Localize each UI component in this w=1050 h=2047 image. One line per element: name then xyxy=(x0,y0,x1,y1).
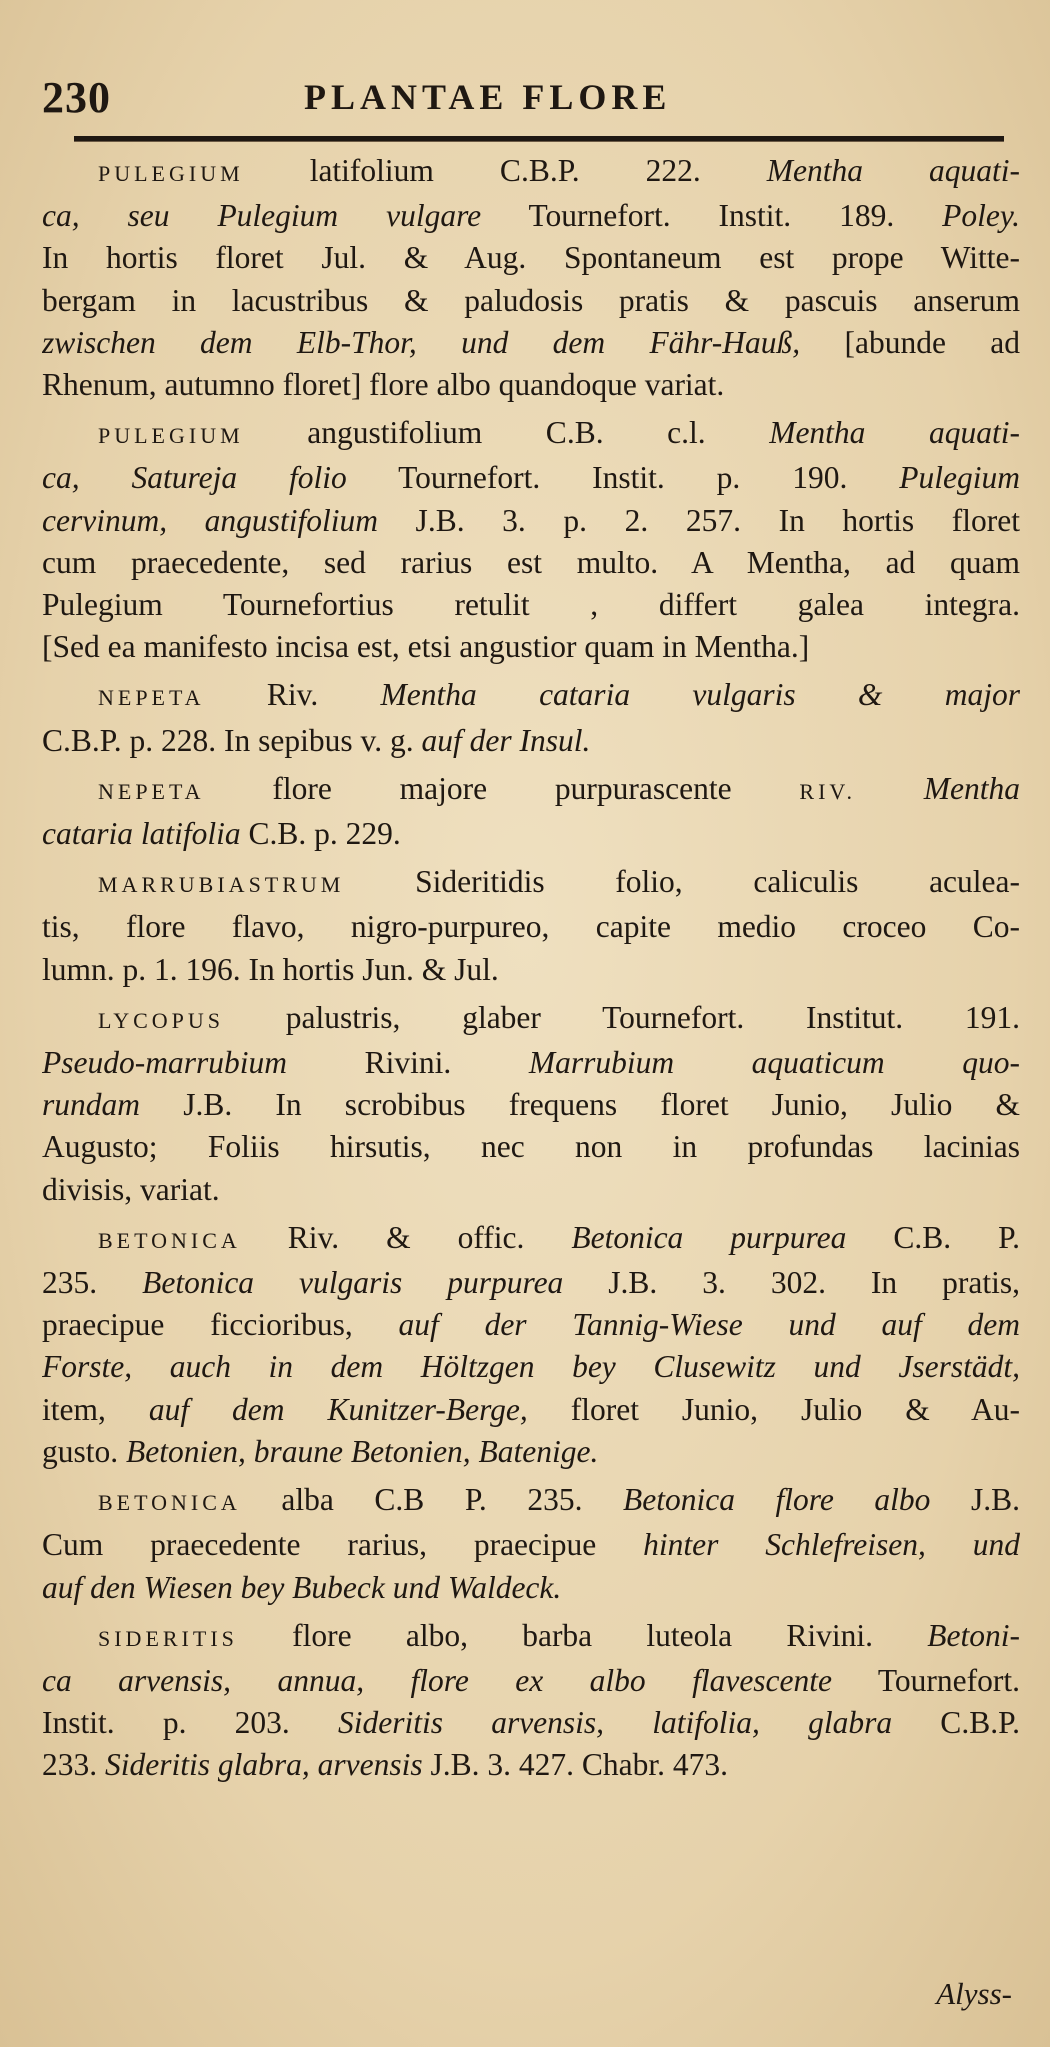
small-caps-heading: NEPETA xyxy=(98,685,205,711)
text-line xyxy=(42,1744,1020,1786)
roman-text: Cum praecedente rarius, praecipue xyxy=(42,1527,644,1563)
roman-text: 235. xyxy=(42,1265,143,1301)
roman-text: lumn. p. 1. 196. In hortis Jun. & Jul. xyxy=(42,951,499,987)
text-line xyxy=(42,813,1020,855)
roman-text: [Sed ea manifesto incisa est, etsi angustior quam in Mentha.] xyxy=(42,629,810,665)
italic-text: Sideritis arvensis, latifolia, glabra xyxy=(337,1705,893,1741)
entry-nepeta-riv xyxy=(42,674,1020,761)
text-line xyxy=(42,1567,1020,1609)
small-caps-heading: BETONICA xyxy=(98,1227,241,1253)
roman-text: Sideritidis folio, caliculis aculea- xyxy=(344,864,1020,900)
text-line xyxy=(42,1169,1020,1211)
roman-text: C.B. p. 229. xyxy=(240,816,401,852)
entry-sideritis xyxy=(42,1615,1020,1787)
roman-text: Instit. p. 203. xyxy=(42,1705,338,1741)
entry-marrubiastrum xyxy=(42,861,1020,991)
italic-text: cataria latifolia xyxy=(42,816,241,852)
italic-text: cervinum, angustifolium xyxy=(42,502,378,538)
italic-text: Marrubium aquaticum quo- xyxy=(528,1045,1020,1081)
italic-text: Mentha aquati- xyxy=(766,153,1020,188)
roman-text: tis, flore flavo, nigro-purpureo, capite medio croceo Co- xyxy=(42,909,1020,945)
text-line xyxy=(42,237,1020,279)
italic-text: ca arvensis, annua, flore ex albo flavescente xyxy=(42,1662,833,1698)
text-line xyxy=(42,1304,1020,1346)
text-line xyxy=(42,195,1020,237)
roman-text: Riv. xyxy=(204,677,381,713)
text-line xyxy=(42,280,1020,322)
catchword: Alyss- xyxy=(936,1976,1012,2011)
text-line xyxy=(42,1479,1020,1524)
italic-text: auf dem Kunitzer-Berge, xyxy=(148,1391,528,1427)
text-line xyxy=(42,997,1020,1042)
text-line xyxy=(42,768,1020,813)
italic-text: auf der Tannig-Wiese und auf dem xyxy=(398,1307,1020,1343)
roman-text: Tournefort. Instit. p. 190. xyxy=(346,460,900,496)
roman-text: C.B.P. p. 228. In sepibus v. g. xyxy=(42,722,422,758)
italic-text: Mentha aquati- xyxy=(769,415,1020,451)
text-line xyxy=(42,674,1020,719)
body-text xyxy=(42,150,1020,1793)
italic-text: auf der Insul. xyxy=(421,722,591,758)
text-line xyxy=(42,1217,1020,1262)
italic-text: Mentha xyxy=(923,770,1020,806)
text-line xyxy=(42,1389,1020,1431)
roman-text: J.B. 3. 427. Chabr. 473. xyxy=(422,1747,729,1783)
roman-text: latifolium C.B.P. 222. xyxy=(243,153,767,188)
small-caps-heading: RIV. xyxy=(799,778,856,804)
roman-text: gusto. xyxy=(42,1433,127,1469)
roman-text: 233. xyxy=(42,1747,105,1783)
entry-pulegium-angustifolium xyxy=(42,412,1020,668)
italic-text: zwischen dem Elb-Thor, und dem Fähr-Hauß, xyxy=(42,324,801,360)
text-line xyxy=(42,1042,1020,1084)
roman-text: floret Junio, Julio & Au- xyxy=(527,1391,1020,1427)
text-line xyxy=(42,1615,1020,1660)
small-caps-heading: PULEGIUM xyxy=(98,423,244,449)
small-caps-heading: NEPETA xyxy=(98,778,205,804)
entry-nepeta-flore-majore xyxy=(42,768,1020,855)
italic-text: Pseudo-marrubium xyxy=(42,1045,287,1081)
italic-text: Betonica flore albo xyxy=(623,1482,931,1518)
entry-pulegium-latifolium xyxy=(42,150,1020,406)
text-line xyxy=(42,626,1020,668)
text-line xyxy=(42,1431,1020,1473)
roman-text: Tournefort. Instit. 189. xyxy=(481,198,943,234)
text-line xyxy=(42,150,1020,195)
text-line xyxy=(42,906,1020,948)
roman-text: palustris, glaber Tournefort. Institut. 191. xyxy=(224,999,1020,1035)
entry-betonica-alba xyxy=(42,1479,1020,1609)
page-header xyxy=(42,72,1002,122)
italic-text: hinter Schlefreisen, und xyxy=(643,1527,1020,1563)
roman-text: J.B. 3. p. 2. 257. In hortis floret xyxy=(377,502,1020,538)
roman-text: J.B. In scrobibus frequens floret Junio, Julio & xyxy=(140,1087,1020,1123)
roman-text: Pulegium Tournefortius retulit , differt galea integra. xyxy=(42,587,1020,623)
text-line xyxy=(42,1084,1020,1126)
text-line xyxy=(42,949,1020,991)
roman-text: Rhenum, autumno floret] flore albo quandoque variat. xyxy=(42,367,725,403)
small-caps-heading: BETONICA xyxy=(98,1490,241,1516)
italic-text: Forste, auch in dem Höltzgen bey Clusewitz und Jserstädt, xyxy=(42,1349,1020,1385)
text-line xyxy=(42,861,1020,906)
roman-text: flore albo, barba luteola Rivini. xyxy=(237,1617,928,1653)
italic-text: Sideritis glabra, arvensis xyxy=(105,1747,423,1783)
italic-text: Pulegium xyxy=(899,460,1020,496)
text-line xyxy=(42,1262,1020,1304)
text-line xyxy=(42,322,1020,364)
text-line xyxy=(42,1346,1020,1388)
roman-text xyxy=(856,771,924,806)
entry-lycopus xyxy=(42,997,1020,1211)
italic-text: ca, Satureja folio xyxy=(42,460,347,496)
roman-text: cum praecedente, sed rarius est multo. A Mentha, ad quam xyxy=(42,544,1020,580)
text-line xyxy=(42,1702,1020,1744)
running-head: PLANTAE FLORE xyxy=(304,77,672,117)
text-line xyxy=(42,720,1020,762)
small-caps-heading: PULEGIUM xyxy=(98,161,244,186)
italic-text: Mentha cataria vulgaris & major xyxy=(380,677,1020,713)
page-number: 230 xyxy=(42,73,111,122)
roman-text: J.B. xyxy=(930,1482,1020,1518)
small-caps-heading: MARRUBIASTRUM xyxy=(98,872,345,898)
roman-text: bergam in lacustribus & paludosis pratis & pascuis anserum xyxy=(42,282,1020,318)
italic-text: Betonien, braune Betonien, Batenige. xyxy=(126,1433,599,1469)
italic-text: Betonica purpurea xyxy=(571,1219,847,1255)
roman-text: Tournefort. xyxy=(832,1662,1020,1698)
roman-text: C.B.P. xyxy=(892,1705,1020,1741)
text-line xyxy=(42,412,1020,457)
roman-text: J.B. 3. 302. In pratis, xyxy=(563,1265,1020,1301)
text-line xyxy=(42,1524,1020,1566)
italic-text: Poley. xyxy=(942,198,1020,234)
roman-text: Augusto; Foliis hirsutis, nec non in profundas lacinias xyxy=(42,1129,1020,1165)
roman-text: angustifolium C.B. c.l. xyxy=(243,415,770,451)
entry-betonica-riv xyxy=(42,1217,1020,1473)
roman-text: flore majore purpurascente xyxy=(204,770,800,806)
roman-text: praecipue ficcioribus, xyxy=(42,1307,399,1343)
italic-text: Betonica vulgaris purpurea xyxy=(142,1265,564,1301)
header-rule xyxy=(74,136,1004,142)
roman-text: In hortis floret Jul. & Aug. Spontaneum est prope Witte- xyxy=(42,240,1020,276)
italic-text: ca, seu Pulegium vulgare xyxy=(42,198,482,234)
italic-text: rundam xyxy=(42,1087,141,1123)
text-line xyxy=(42,1126,1020,1168)
text-line xyxy=(42,500,1020,542)
roman-text: divisis, variat. xyxy=(42,1171,220,1207)
text-line xyxy=(42,457,1020,499)
small-caps-heading: LYCOPUS xyxy=(98,1007,225,1033)
text-line xyxy=(42,1660,1020,1702)
text-line xyxy=(42,364,1020,406)
text-line xyxy=(42,542,1020,584)
roman-text: [abunde ad xyxy=(800,324,1020,360)
roman-text: Riv. & offic. xyxy=(240,1219,572,1255)
roman-text: Rivini. xyxy=(287,1045,529,1081)
italic-text: auf den Wiesen bey Bubeck und Waldeck. xyxy=(42,1569,562,1605)
text-line xyxy=(42,584,1020,626)
roman-text: C.B. P. xyxy=(846,1219,1020,1255)
small-caps-heading: SIDERITIS xyxy=(98,1625,238,1651)
roman-text: alba C.B P. 235. xyxy=(240,1482,623,1518)
italic-text: Betoni- xyxy=(927,1617,1020,1653)
roman-text: item, xyxy=(42,1391,149,1427)
